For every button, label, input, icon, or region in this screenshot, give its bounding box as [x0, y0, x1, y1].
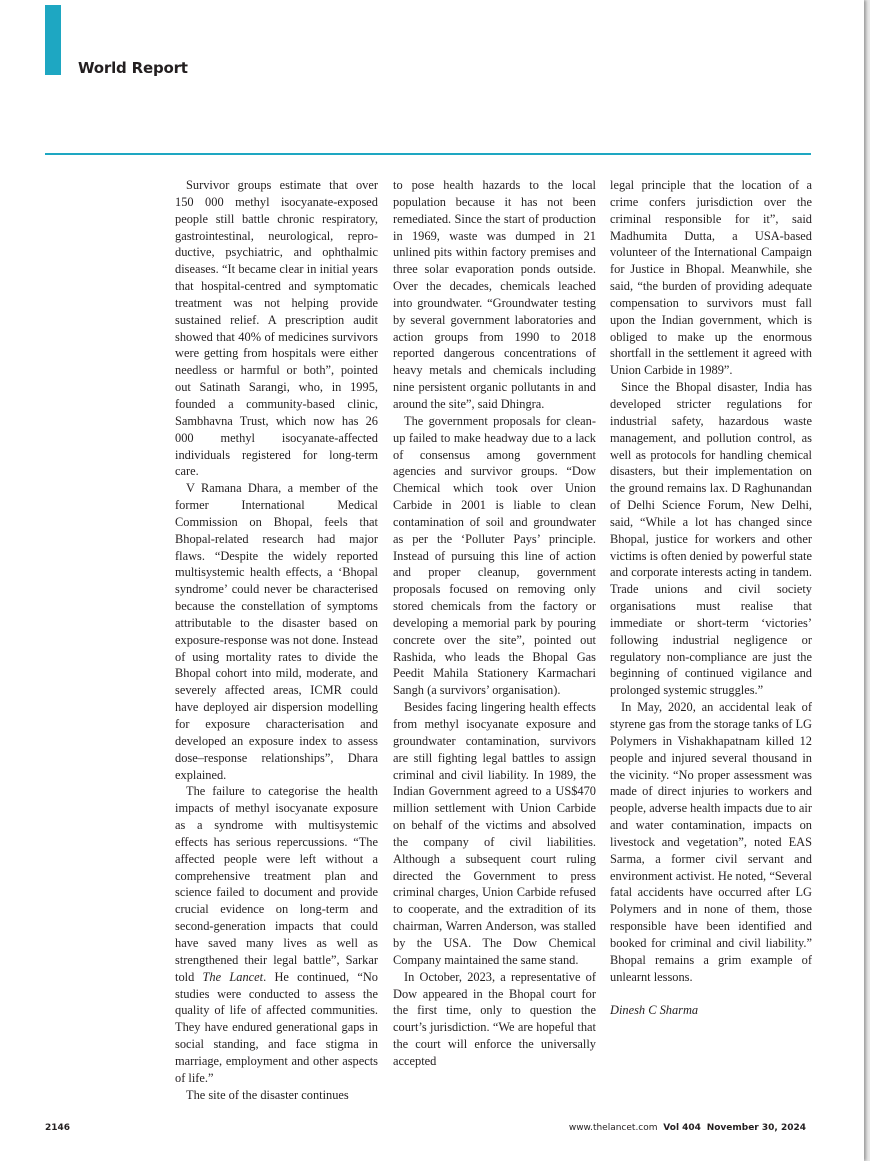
- paragraph: In May, 2020, an accidental leak of styrene gas from the storage tanks of LG Polymers in Vishakhapatnam killed 12 people and injured several thousand in the vicinity. “No proper assessment was made of direct injuries to workers and people, adverse health impacts due to air and water contamination, impacts on livestock and vegetation”, noted EAS Sarma, a former civil servant and environment activist. He noted, “Several fatal accidents have occurred after LG Polymers and in none of them, those responsible have been identified and booked for criminal and civil liability.” Bhopal remains a grim example of unlearnt lessons.: [610, 700, 812, 984]
- paragraph: The government proposals for clean-up failed to make headway due to a lack of consensus among government agencies and survivor groups. “Dow Chemical which took over Union Carbide in 2001 is liable to clean contamination of soil and groundwater as per the ‘Polluter Pays’ principle. Instead of pursuing this line of action and proper cleanup, government proposals focused on removing only stored chemicals from the factory or developing a memorial park by pouring concrete over the site”, pointed out Rashida, who leads the Bhopal Gas Peedit Mahila Stationery Karmachari Sangh (a survivors’ organisation).: [393, 413, 596, 698]
- journal-website: www.thelancet.com: [568, 1123, 658, 1133]
- article-column-2: [393, 177, 596, 1070]
- paragraph: Since the Bhopal disaster, India has developed stricter regulations for industrial safety, hazardous waste management, and pollution control, as well as protocols for handling chemical disasters, but their implementation on the ground remains lax. D Raghunandan of Delhi Science Forum, New Delhi, said, “While a lot has changed since Bhopal, justice for workers and other victims is often denied by powerful state and corporate interests acting in tandem. Trade unions and civil society organisations must realise that immediate or short-term ‘victories’ following industrial negligence or regulatory non-compliance are just the beginning of continued vigilance and prolonged systemic struggles.”: [610, 380, 812, 698]
- author-signoff: Dinesh C Sharma: [610, 1002, 699, 1017]
- issue-date: November 30, 2024: [706, 1123, 806, 1133]
- section-label: World Report: [78, 59, 188, 77]
- paragraph: to pose health hazards to the local population because it has not been remediated. Since the start of production in 1969, waste was dumped in 21 unlined pits within factory premises and three solar evaporation ponds outside. Over the decades, chemicals leached into groundwater. “Groundwater testing by several government laboratories and action groups from 1990 to 2018 reported dangerous concentrations of heavy metals and chemicals including nine persistent organic pollutants in and around the site”, said Dhingra.: [393, 178, 596, 411]
- journal-citation: [569, 1123, 806, 1133]
- article-column-1: [175, 177, 378, 1103]
- paragraph: In October, 2023, a representative of Dow appeared in the Bhopal court for the first time, only to question the court’s jurisdiction. “We are hopeful that the court will enforce the universally accepted: [393, 969, 596, 1068]
- paragraph: V Ramana Dhara, a member of the former International Medical Commission on Bhopal, feels that Bhopal-related research had major flaws. “Despite the widely reported multisystemic health effects, a ‘Bhopal syndrome’ could never be characterised because the constellation of symptoms attributable to the disaster based on exposure-response was not done. Instead of using mortality rates to divide the Bhopal cohort into mild, moderate, and severely affected areas, ICMR could have deployed air dispersion modelling for exposure characterisation and developed an exposure index to assess dose–response relationships”, Dhara explained.: [175, 481, 378, 782]
- header-rule: [45, 153, 811, 155]
- section-accent-bar: [45, 5, 61, 75]
- paragraph: The failure to categorise the health impacts of methyl isocyanate exposure as a syndrome with multisystemic effects has serious repercussions. “The affected people were left without a comprehensive treatment plan and science failed to document and provide crucial evidence on long-term and second-generation impacts that could have saved many lives as well as strengthened their legal battle”, Sarkar told The Lancet. He continued, “No studies were conducted to assess the quality of life of affected communities. They have endured generational gaps in social standing, and face stigma in marriage, employment and other aspects of life.”: [175, 784, 378, 1085]
- paragraph: Survivor groups estimate that over 150 000 methyl isocyanate-exposed people still battle chronic respiratory, gastrointestinal, neurological, reproductive, psychiatric, and ophthalmic diseases. “It became clear in initial years that hospital-centred and symptomatic treatment was not helping provide sustained relief. A prescription audit showed that 40% of medicines survivors were getting from hospitals were either needless or harmful or both”, pointed out Satinath Sarangi, who, in 1995, founded a community-based clinic, Sambhavna Trust, which now has 26 000 methyl isocyanate-affected individuals registered for long-term care.: [175, 178, 378, 479]
- article-column-3: [610, 177, 812, 1018]
- paragraph: Besides facing lingering health effects from methyl isocyanate exposure and groundwater contamination, survivors are still fighting legal battles to assign criminal and civil liability. In 1989, the Indian Government agreed to a US$470 million settlement with Union Carbide on behalf of the victims and absolved the company of civil liabilities. Although a subsequent court ruling directed the Government to press criminal charges, Union Carbide refused to cooperate, and the extradition of its chairman, Warren Anderson, was stalled by the USA. The Dow Chemical Company maintained the same stand.: [393, 700, 596, 967]
- journal-volume: Vol 404: [663, 1123, 701, 1133]
- paragraph: The site of the disaster continues: [186, 1087, 349, 1102]
- paragraph: legal principle that the location of a crime confers jurisdiction over the criminal responsible for it”, said Madhumita Dutta, a USA-based volunteer of the International Campaign for Justice in Bhopal. Meanwhile, she said, “the burden of providing adequate compensation to survivors must fall upon the Indian government, which is obliged to make up the enormous shortfall in the settlement it agreed with Union Carbide in 1989”.: [610, 178, 812, 378]
- page-number: 2146: [45, 1123, 71, 1133]
